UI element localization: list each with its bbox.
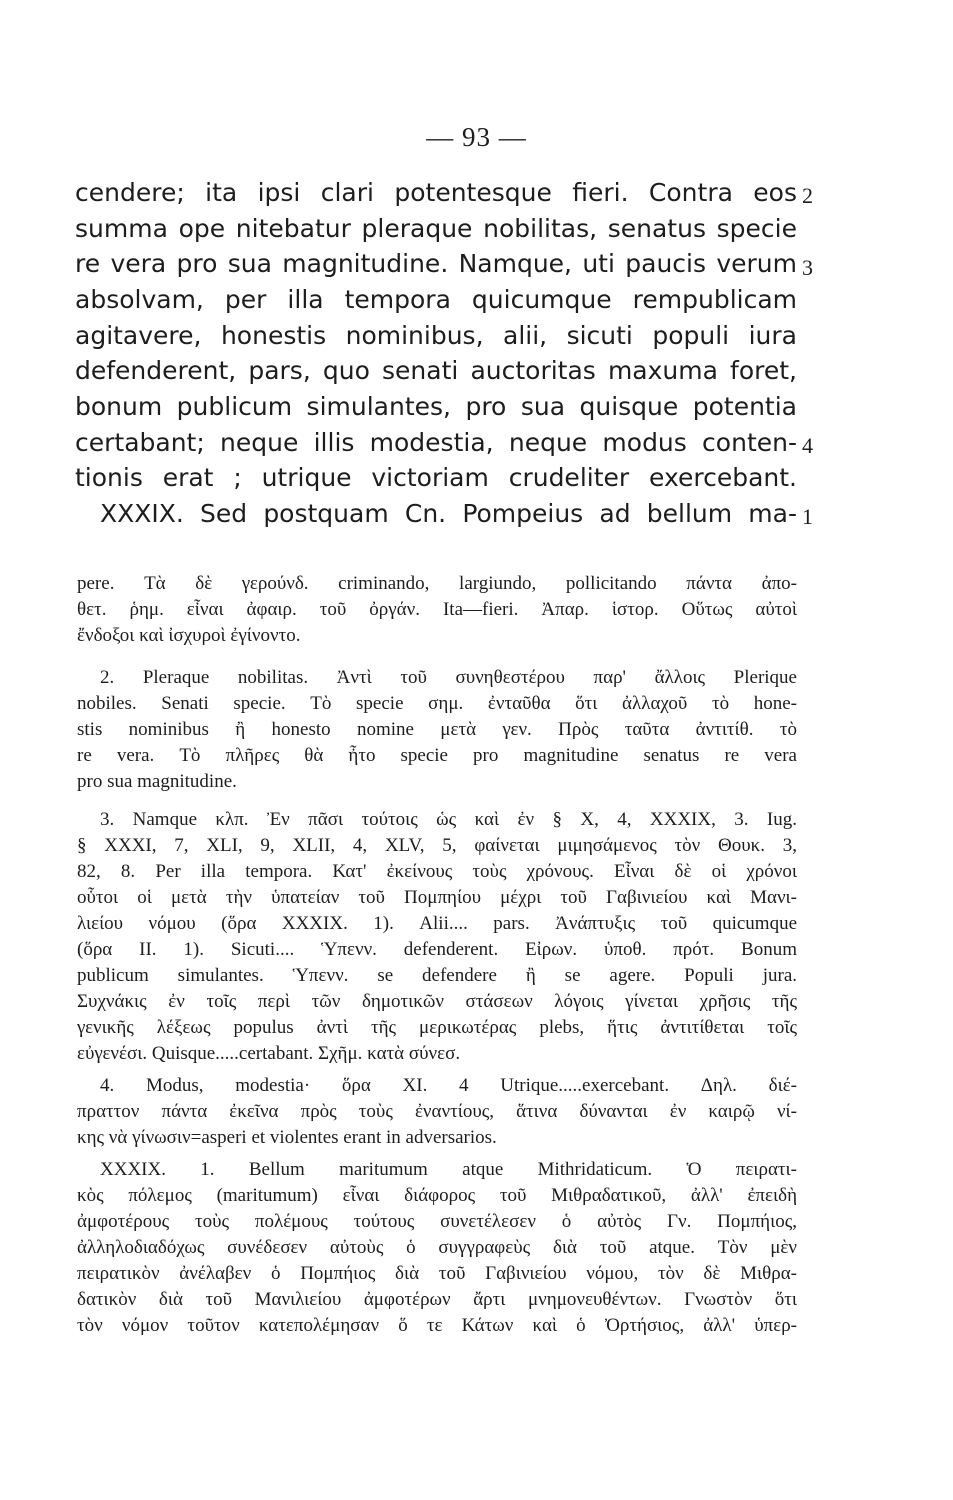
commentary-line: ἀλληλοδιαδόχως συνέδεσεν αὐτοὺς ὁ συγγραφεὺς διὰ τοῦ atque. Τὸν μὲν: [77, 1237, 797, 1258]
main-text-line: certabant; neque illis modestia, neque modus conten-: [75, 428, 797, 457]
main-text-line: absolvam, per illa tempora quicumque rempublicam: [75, 285, 797, 314]
commentary-line: πειρατικὸν ἀνέλαβεν ὁ Πομπήιος διὰ τοῦ Γαβινιείου νόμου, τὸν δὲ Μιθρα-: [77, 1263, 797, 1284]
commentary-line: § XXXI, 7, XLI, 9, XLII, 4, XLV, 5, φαίνεται μιμησάμενος τὸν Θουκ. 3,: [77, 835, 797, 856]
commentary-line: γενικῆς λέξεως populus ἀντὶ τῆς μερικωτέρας plebs, ἥτις ἀντιτίθεται τοῖς: [77, 1017, 797, 1038]
commentary-line: publicum simulantes. Ὑπενν. se defendere ἢ se agere. Populi jura.: [77, 965, 797, 986]
margin-line-number: 2: [802, 183, 813, 208]
commentary-line: 3. Namque κλπ. Ἐν πᾶσι τούτοις ὡς καὶ ἐν § X, 4, XXXIX, 3. Iug.: [100, 809, 797, 830]
commentary-line: πραττον πάντα ἐκεῖνα πρὸς τοὺς ἐναντίους, ἅτινα δύνανται ἐν καιρῷ νί-: [77, 1101, 797, 1122]
commentary-line: ἀμφοτέρους τοὺς πολέμους τούτους συνετέλεσεν ὁ αὐτὸς Γν. Πομπήιος,: [77, 1211, 797, 1232]
commentary-line: XXXIX. 1. Bellum maritumum atque Mithridaticum. Ὁ πειρατι-: [100, 1159, 797, 1180]
commentary-line: εὐγενέσι. Quisque.....certabant. Σχῆμ. κατὰ σύνεσ.: [77, 1043, 461, 1064]
margin-line-number: 3: [802, 255, 813, 280]
commentary-line: ἔνδοξοι καὶ ἰσχυροὶ ἐγίνοντο.: [77, 625, 301, 646]
commentary-line: 82, 8. Per illa tempora. Κατ' ἐκείνους τοὺς χρόνους. Εἶναι δὲ οἱ χρόνοι: [77, 861, 797, 882]
main-text-line: re vera pro sua magnitudine. Namque, uti paucis verum: [75, 249, 797, 278]
margin-line-number: 1: [802, 504, 813, 529]
commentary-line: κης νὰ γίνωσιν=asperi et violentes erant in adversarios.: [77, 1127, 497, 1148]
main-text-line: XXXIX. Sed postquam Cn. Pompeius ad bellum ma-: [100, 499, 797, 528]
commentary-line: δατικὸν διὰ τοῦ Μανιλιείου ἀμφοτέρων ἄρτι μνημονευθέντων. Γνωστὸν ὅτι: [77, 1289, 797, 1310]
main-text-line: bonum publicum simulantes, pro sua quisque potentia: [75, 392, 797, 421]
margin-line-number: 4: [802, 433, 813, 458]
commentary-line: stis nominibus ἢ honesto nomine μετὰ γεν. Πρὸς ταῦτα ἀντιτίθ. τὸ: [77, 719, 797, 740]
commentary-line: τὸν νόμον τοῦτον κατεπολέμησαν ὅ τε Κάτων καὶ ὁ Ὀρτήσιος, ἀλλ' ὑπερ-: [77, 1315, 797, 1336]
commentary-line: 4. Modus, modestia· ὅρα XI. 4 Utrique.....exercebant. Δηλ. διέ-: [100, 1075, 797, 1096]
commentary-line: (ὅρα II. 1). Sicuti.... Ὑπενν. defenderent. Εἰρων. ὑποθ. πρότ. Bonum: [77, 939, 797, 960]
main-text-line: cendere; ita ipsi clari potentesque fieri. Contra eos: [75, 178, 797, 207]
commentary-line: κὸς πόλεμος (maritumum) εἶναι διάφορος τοῦ Μιθραδατικοῦ, ἀλλ' ἐπειδὴ: [77, 1185, 797, 1206]
commentary-line: λιείου νόμου (ὅρα XXXIX. 1). Alii.... pars. Ἀνάπτυξις τοῦ quicumque: [77, 913, 797, 934]
page-number: — 93 —: [426, 122, 527, 152]
main-text-line: agitavere, honestis nominibus, alii, sicuti populi iura: [75, 321, 797, 350]
commentary-line: οὗτοι οἱ μετὰ τὴν ὑπατείαν τοῦ Πομπηίου μέχρι τοῦ Γαβινιείου καὶ Μανι-: [77, 887, 797, 908]
commentary-line: nobiles. Senati specie. Τὸ specie σημ. ἐνταῦθα ὅτι ἀλλαχοῦ τὸ hone-: [77, 693, 797, 714]
commentary-line: re vera. Τὸ πλῆρες θὰ ἦτο specie pro magnitudine senatus re vera: [77, 745, 797, 766]
commentary-line: pere. Τὰ δὲ γερούνδ. criminando, largiundo, pollicitando πάντα ἀπο-: [77, 573, 797, 594]
main-text-line: tionis erat ; utrique victoriam crudeliter exercebant.: [75, 463, 797, 492]
main-text-line: summa ope nitebatur pleraque nobilitas, senatus specie: [75, 214, 797, 243]
commentary-line: Συχνάκις ἐν τοῖς περὶ τῶν δημοτικῶν στάσεων λόγοις γίνεται χρῆσις τῆς: [77, 991, 797, 1012]
commentary-line: 2. Pleraque nobilitas. Ἀντὶ τοῦ συνηθεστέρου παρ' ἄλλοις Plerique: [100, 667, 797, 688]
commentary-line: pro sua magnitudine.: [77, 771, 237, 792]
commentary-line: θετ. ῥημ. εἶναι ἀφαιρ. τοῦ ὀργάν. Ita—fieri. Ἀπαρ. ἱστορ. Οὕτως αὐτοὶ: [77, 599, 797, 620]
main-text-line: defenderent, pars, quo senati auctoritas maxuma foret,: [75, 356, 797, 385]
